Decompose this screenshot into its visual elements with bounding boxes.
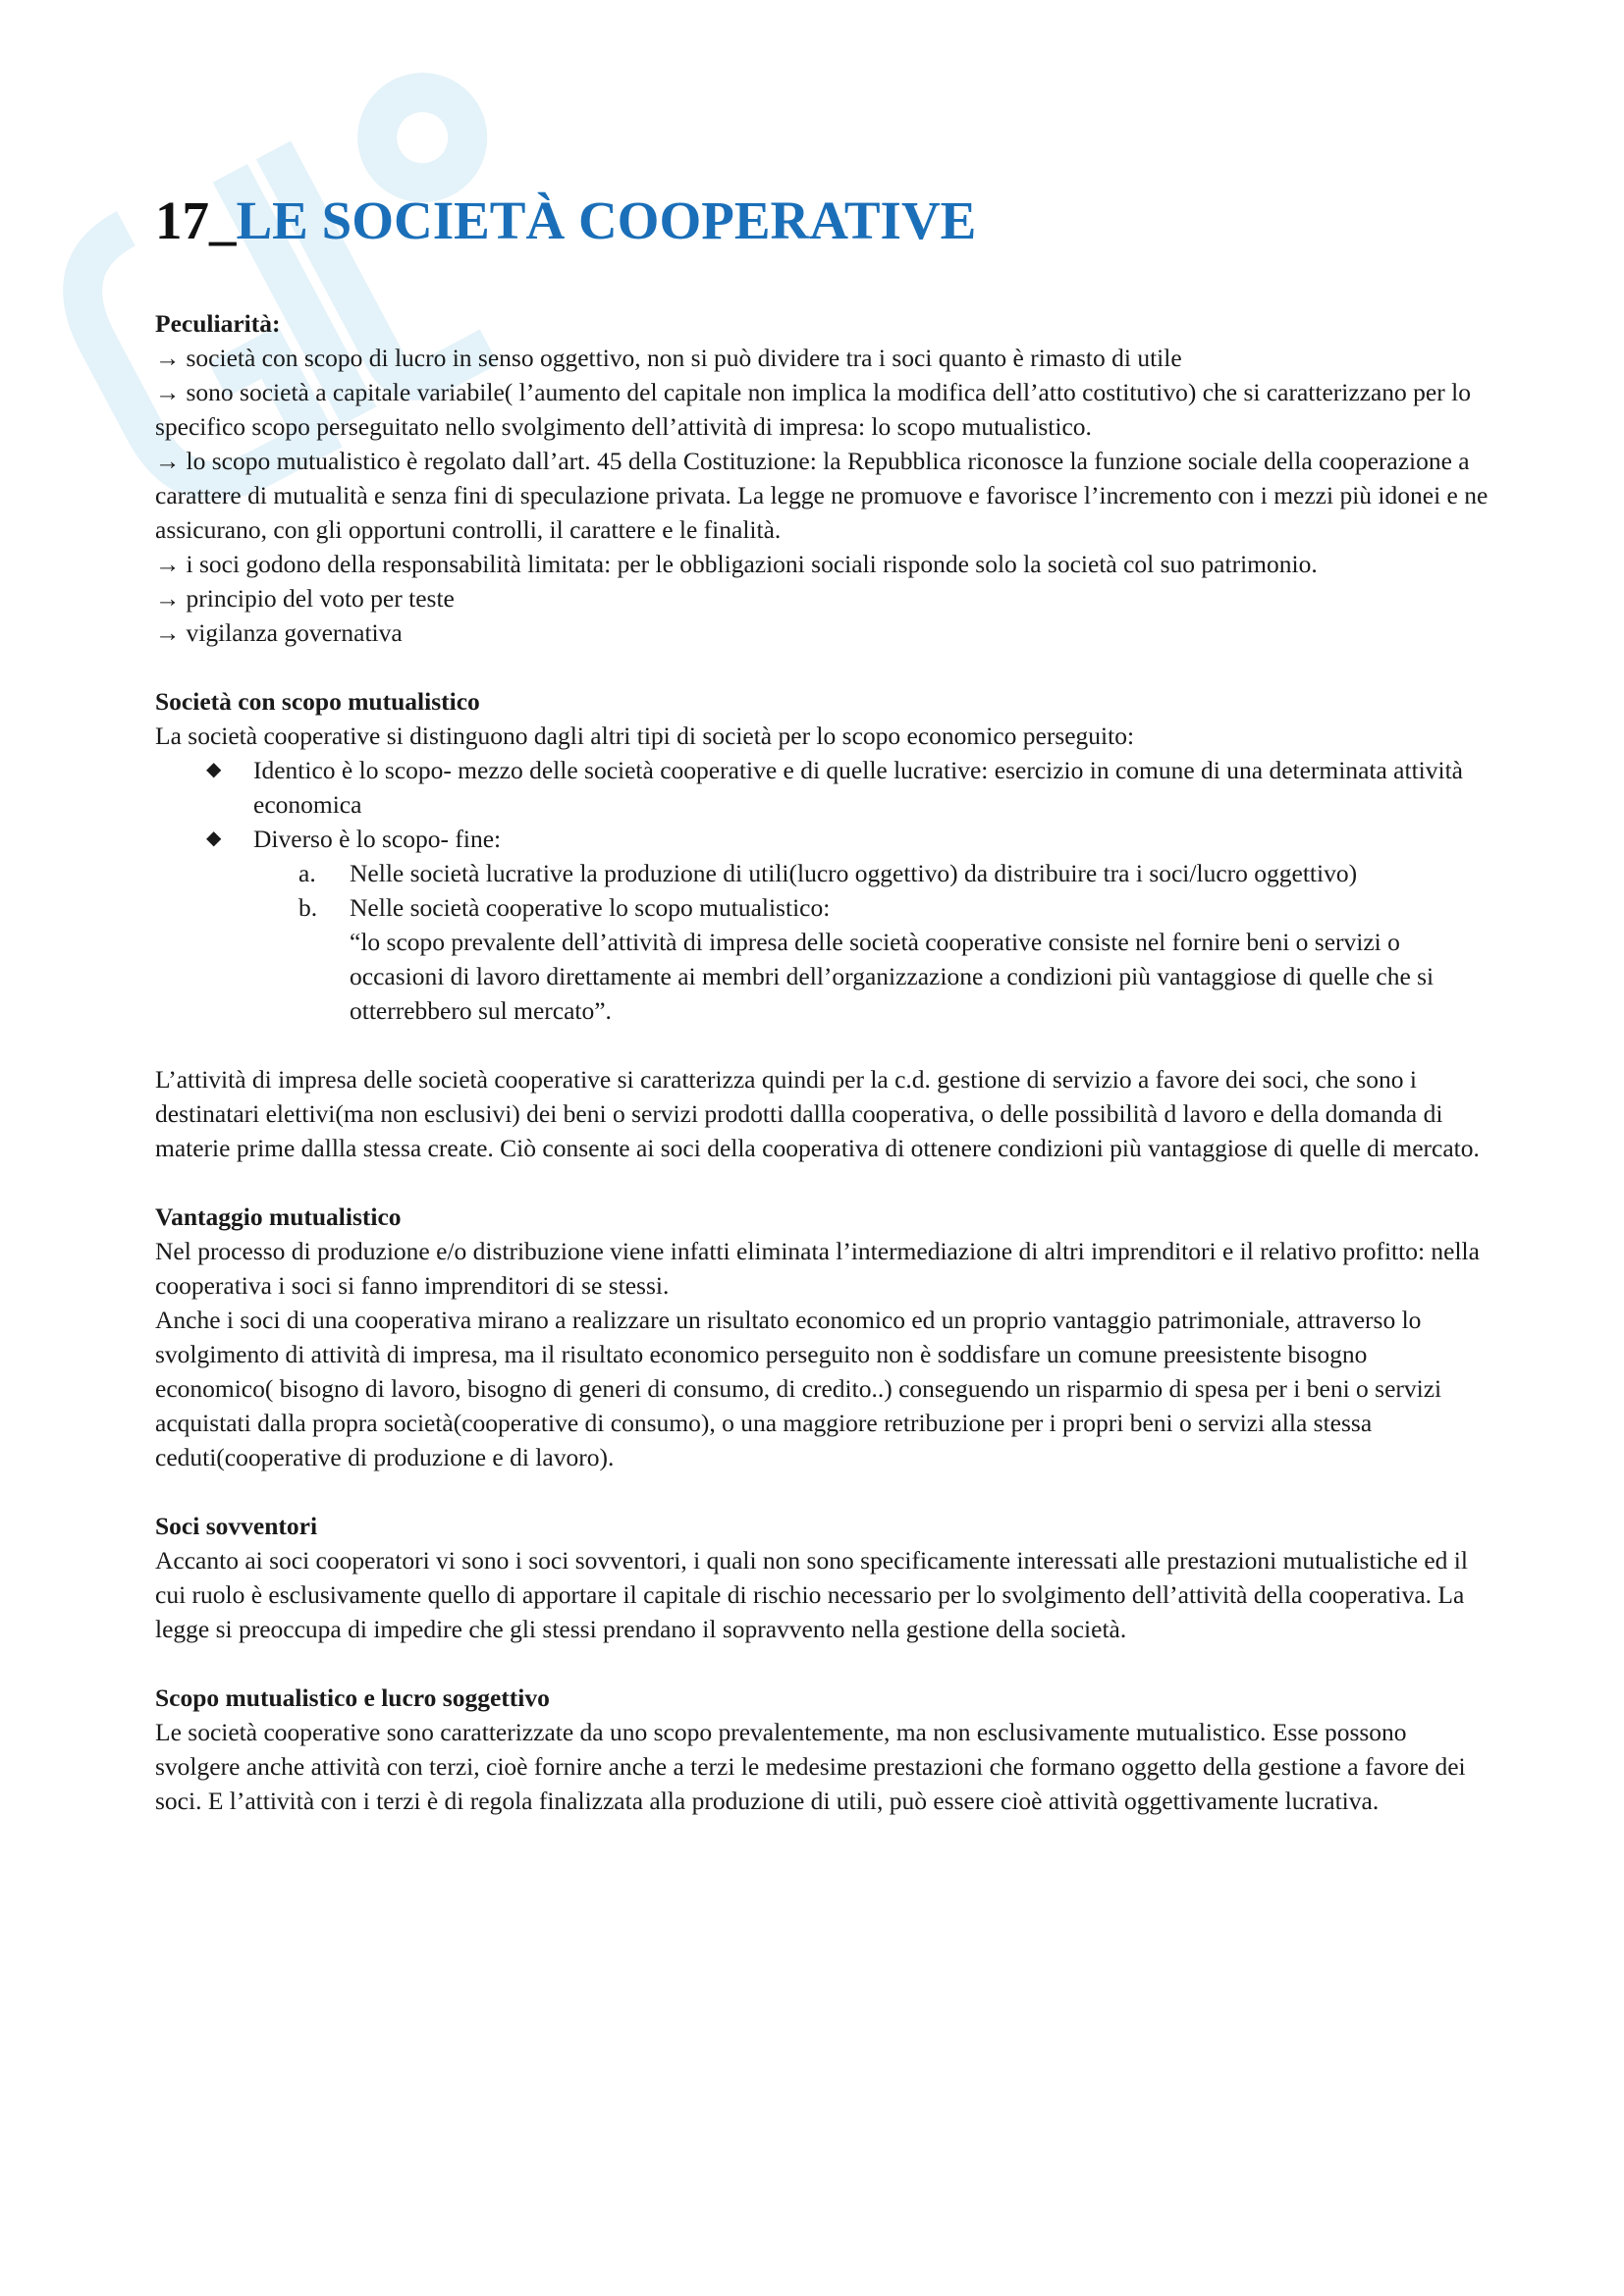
peculiarita-heading: Peculiarità: (155, 308, 281, 338)
peculiarita-item (155, 547, 1490, 581)
alpha-item-text: Nelle società lucrative la produzione di utili(lucro oggettivo) da distribuire tra i soci/lucro oggettivo) (350, 858, 1358, 887)
sovventori-paragraph: Accanto ai soci cooperatori vi sono i soci sovventori, i quali non sono specificamente interessati alle prestazioni mutualistiche ed il cui ruolo è esclusivamente quello di apportare il capitale di rischio necessario per lo svolgimento dell’attività della cooperativa. La legge si preoccupa di impedire che gli stessi prendano il sopravvento nella gestione della società. (155, 1545, 1468, 1643)
alpha-list-item (298, 856, 1490, 890)
peculiarita-item (155, 444, 1490, 547)
arrow-icon: → (155, 617, 181, 647)
alpha-marker: a. (298, 858, 316, 887)
peculiarita-item-text: lo scopo mutualistico è regolato dall’art. 45 della Costituzione: la Repubblica riconosce la funzione sociale della cooperazione a carattere di mutualità e senza fini di speculazione privata. La legge ne promuove e favorisce l’incremento con i mezzi più idonei e ne assicurano, con gli opportuni controlli, il carattere e le finalità. (155, 446, 1489, 544)
peculiarita-item-text: sono società a capitale variabile( l’aumento del capitale non implica la modifica dell’atto costitutivo) che si caratterizzano per lo specifico scopo perseguitato nello svolgimento dell’attività di impresa: lo scopo mutualistico. (155, 377, 1471, 441)
arrow-icon: → (155, 446, 181, 475)
attivita-impresa-paragraph: L’attività di impresa delle società cooperative si caratterizza quindi per la c.d. gestione di servizio a favore dei soci, che sono i destinatari elettivi(ma non esclusivi) dei beni o servizi prodotti dallla cooperativa, o delle possibilità d lavoro e della domanda di materie prime dallla stessa create. Ciò consente ai soci della cooperativa di ottenere condizioni più vantaggiose di quelle di mercato. (155, 1064, 1480, 1162)
peculiarita-item-text: principio del voto per teste (186, 583, 455, 613)
vantaggio-paragraph: Nel processo di produzione e/o distribuzione viene infatti eliminata l’intermediazione di altri imprenditori e il relativo profitto: nella cooperativa i soci si fanno imprenditori di se stessi. (155, 1236, 1480, 1300)
arrow-icon: → (155, 583, 181, 613)
lucro-soggettivo-heading: Scopo mutualistico e lucro soggettivo (155, 1682, 550, 1712)
page-title (155, 191, 1490, 251)
section-peculiarita (155, 306, 1490, 650)
diamond-list (155, 753, 1490, 1028)
document-page (155, 191, 1490, 1852)
scopo-mutualistico-heading: Società con scopo mutualistico (155, 686, 480, 716)
arrow-icon: → (155, 343, 181, 372)
lucro-soggettivo-paragraph: Le società cooperative sono caratterizzate da uno scopo prevalentemente, ma non esclusivamente mutualistico. Esse possono svolgere anche attività con terzi, cioè fornire anche a terzi le medesime prestazioni che formano oggetto della gestione a favore dei soci. E l’attività con i terzi è di regola finalizzata alla produzione di utili, può essere cioè attività oggettivamente lucrativa. (155, 1717, 1466, 1815)
arrow-icon: → (155, 377, 181, 406)
section-attivita-impresa (155, 1062, 1490, 1165)
peculiarita-item (155, 375, 1490, 444)
alpha-list (253, 856, 1490, 1028)
peculiarita-item-text: i soci godono della responsabilità limitata: per le obbligazioni sociali risponde solo la società col suo patrimonio. (186, 549, 1318, 578)
peculiarita-item-text: società con scopo di lucro in senso oggettivo, non si può dividere tra i soci quanto è rimasto di utile (186, 343, 1182, 372)
arrow-icon: → (155, 549, 181, 578)
section-sovventori (155, 1509, 1490, 1646)
peculiarita-item (155, 341, 1490, 375)
vantaggio-paragraph: Anche i soci di una cooperativa mirano a realizzare un risultato economico ed un proprio vantaggio patrimoniale, attraverso lo svolgimento di attività di impresa, ma il risultato economico perseguito non è soddisfare un comune preesistente bisogno economico( bisogno di lavoro, bisogno di generi di consumo, di credito..) conseguendo un risparmio di spesa per i beni o servizi acquistati dalla propra società(cooperative di consumo), o una maggiore retribuzione per i propri beni o servizi alla stessa ceduti(cooperative di produzione e di lavoro). (155, 1305, 1442, 1471)
section-vantaggio (155, 1200, 1490, 1474)
diamond-bullet-icon: ◆ (206, 758, 222, 780)
alpha-item-text: Nelle società cooperative lo scopo mutualistico: (350, 892, 831, 922)
peculiarita-item (155, 615, 1490, 650)
title-text: LE SOCIETÀ COOPERATIVE (236, 190, 977, 250)
diamond-item-text: Diverso è lo scopo- fine: (253, 824, 502, 853)
scopo-mutualistico-intro: La società cooperative si distinguono dagli altri tipi di società per lo scopo economico perseguito: (155, 721, 1135, 750)
title-number: 17_ (155, 190, 237, 250)
diamond-item-text: Identico è lo scopo- mezzo delle società cooperative e di quelle lucrative: esercizio in comune di una determinata attività economica (253, 755, 1463, 819)
section-scopo-mutualistico (155, 684, 1490, 1028)
alpha-item-quote: “lo scopo prevalente dell’attività di impresa delle società cooperative consiste nel fornire beni o servizi o occasioni di lavoro direttamente ai membri dell’organizzazione a condizioni più vantaggiose di quelle che si otterrebbero sul mercato”. (350, 927, 1435, 1025)
peculiarita-item-text: vigilanza governativa (186, 617, 403, 647)
vantaggio-heading: Vantaggio mutualistico (155, 1201, 402, 1231)
alpha-list-item (298, 890, 1490, 1028)
peculiarita-item (155, 581, 1490, 615)
diamond-bullet-icon: ◆ (206, 827, 222, 849)
section-lucro-soggettivo (155, 1681, 1490, 1818)
diamond-list-item (206, 822, 1490, 1028)
sovventori-heading: Soci sovventori (155, 1511, 318, 1540)
diamond-list-item (206, 753, 1490, 822)
alpha-marker: b. (298, 892, 318, 922)
